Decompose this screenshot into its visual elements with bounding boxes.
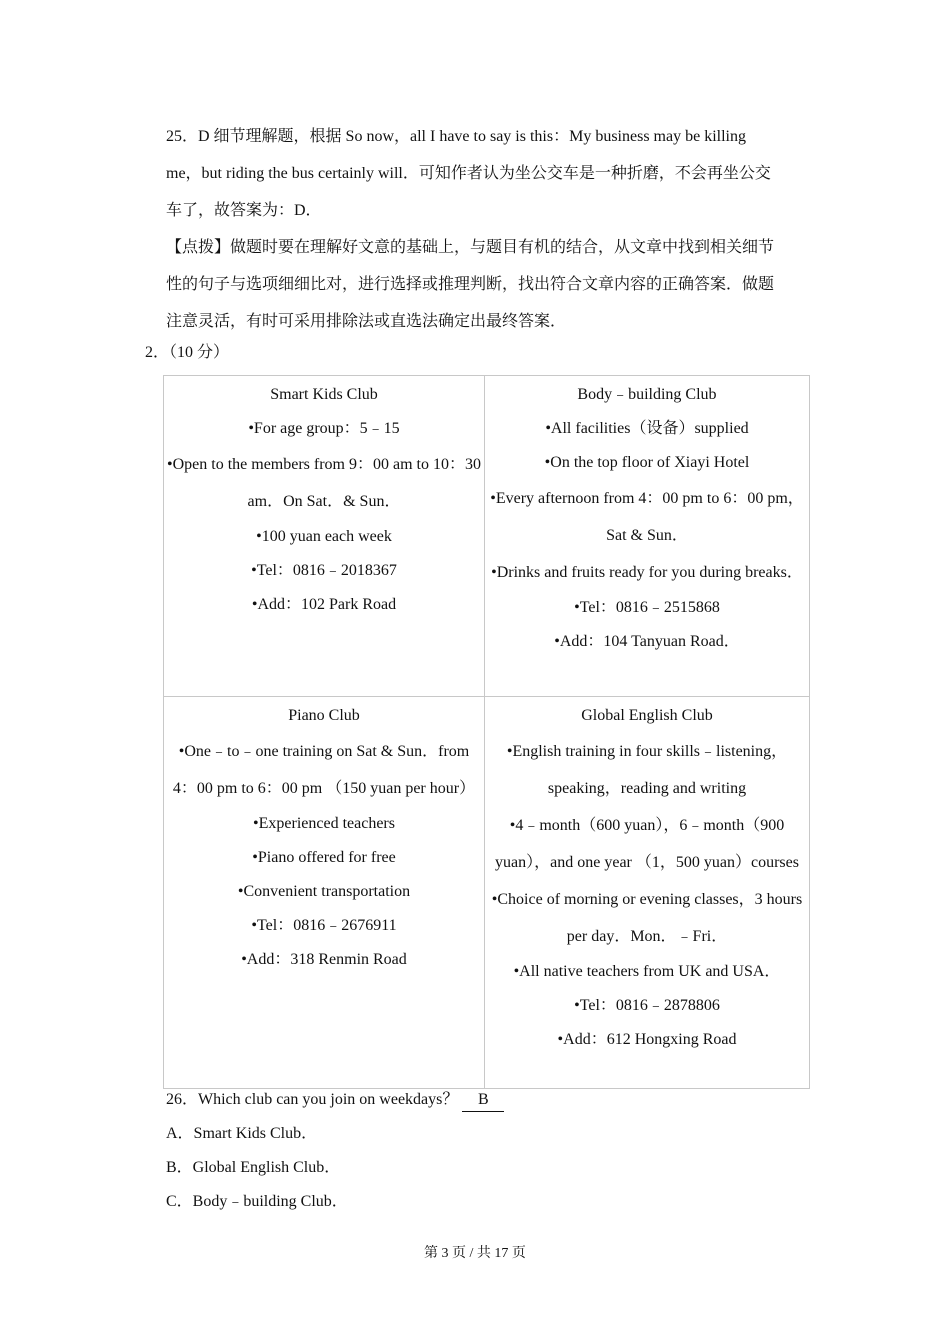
club-item: •One﹣to﹣one training on Sat & Sun．from 4：00 pm to 6：00 pm （150 yuan per hour） (172, 743, 476, 797)
club-item: •Add：318 Renmin Road (241, 951, 407, 968)
club-item: •Every afternoon from 4：00 pm to 6：00 pm，Sat & Sun． (490, 490, 804, 544)
club-item: •Tel：0816﹣2676911 (251, 917, 397, 934)
option-c: C．Body﹣building Club． (166, 1193, 348, 1210)
club-item: •100 yuan each week (256, 528, 392, 545)
club-item: •Experienced teachers (253, 815, 395, 832)
club-item: •4﹣month（600 yuan），6﹣month（900 yuan），and one year （1，500 yuan）courses (495, 817, 799, 871)
answer-blank: B (462, 1089, 504, 1112)
club-item: •Piano offered for free (252, 849, 396, 866)
analysis-line: 【点拨】做题时要在理解好文意的基础上，与题目有机的结合，从文章中找到相关细节 (166, 239, 775, 256)
analysis-paragraph (166, 118, 808, 340)
club-item: •Convenient transportation (237, 883, 411, 900)
club-item: •Drinks and fruits ready for you during breaks． (491, 564, 803, 581)
piano-club-cell (164, 697, 485, 1089)
club-item: •On the top floor of Xiayi Hotel (544, 454, 750, 471)
analysis-line: me，but riding the bus certainly will．可知作者认为坐公交车是一种折磨，不会再坐公交 (166, 165, 771, 182)
club-item: •Choice of morning or evening classes，3 hours per day．Mon．﹣Fri． (491, 891, 803, 945)
question-2-heading: 2．（10 分） (145, 344, 230, 361)
club-item: •English training in four skills﹣listening，speaking，reading and writing (506, 743, 788, 797)
club-item: •Add：102 Park Road (251, 596, 397, 613)
clubs-table (163, 375, 810, 1089)
club-item: •Tel：0816﹣2018367 (251, 562, 397, 579)
analysis-line: 注意灵活，有时可采用排除法或直选法确定出最终答案． (166, 313, 567, 330)
club-item: •Add：612 Hongxing Road (557, 1031, 737, 1048)
option-a: A．Smart Kids Club． (166, 1125, 318, 1142)
question-26-text: 26．Which club can you join on weekdays？ (166, 1091, 459, 1108)
club-item: •All facilities（设备）supplied (545, 420, 749, 437)
option-b: B．Global English Club． (166, 1159, 341, 1176)
club-item: •Open to the members from 9：00 am to 10：30 am．On Sat．& Sun． (167, 456, 481, 510)
club-title: Piano Club (288, 707, 360, 724)
club-item: •Tel：0816﹣2878806 (574, 997, 720, 1014)
club-title: Body﹣building Club (577, 386, 717, 403)
club-title: Global English Club (581, 707, 713, 724)
club-item: •Tel：0816﹣2515868 (574, 599, 720, 616)
club-title: Smart Kids Club (270, 386, 378, 403)
page-footer: 第 3 页 / 共 17 页 (424, 1246, 526, 1261)
club-item: •Add：104 Tanyuan Road． (554, 633, 740, 650)
question-26-stem (166, 1083, 504, 1117)
global-english-club-cell (485, 697, 810, 1089)
club-item: •All native teachers from UK and USA． (513, 963, 781, 980)
analysis-line: 车了，故答案为：D． (166, 202, 322, 219)
smart-kids-club-cell (164, 376, 485, 697)
analysis-line: 25．D 细节理解题，根据 So now，all I have to say is this：My business may be killing (166, 128, 746, 145)
club-item: •For age group：5﹣15 (248, 420, 400, 437)
analysis-line: 性的句子与选项细细比对，进行选择或推理判断，找出符合文章内容的正确答案．做题 (166, 276, 775, 293)
body-building-club-cell (485, 376, 810, 697)
